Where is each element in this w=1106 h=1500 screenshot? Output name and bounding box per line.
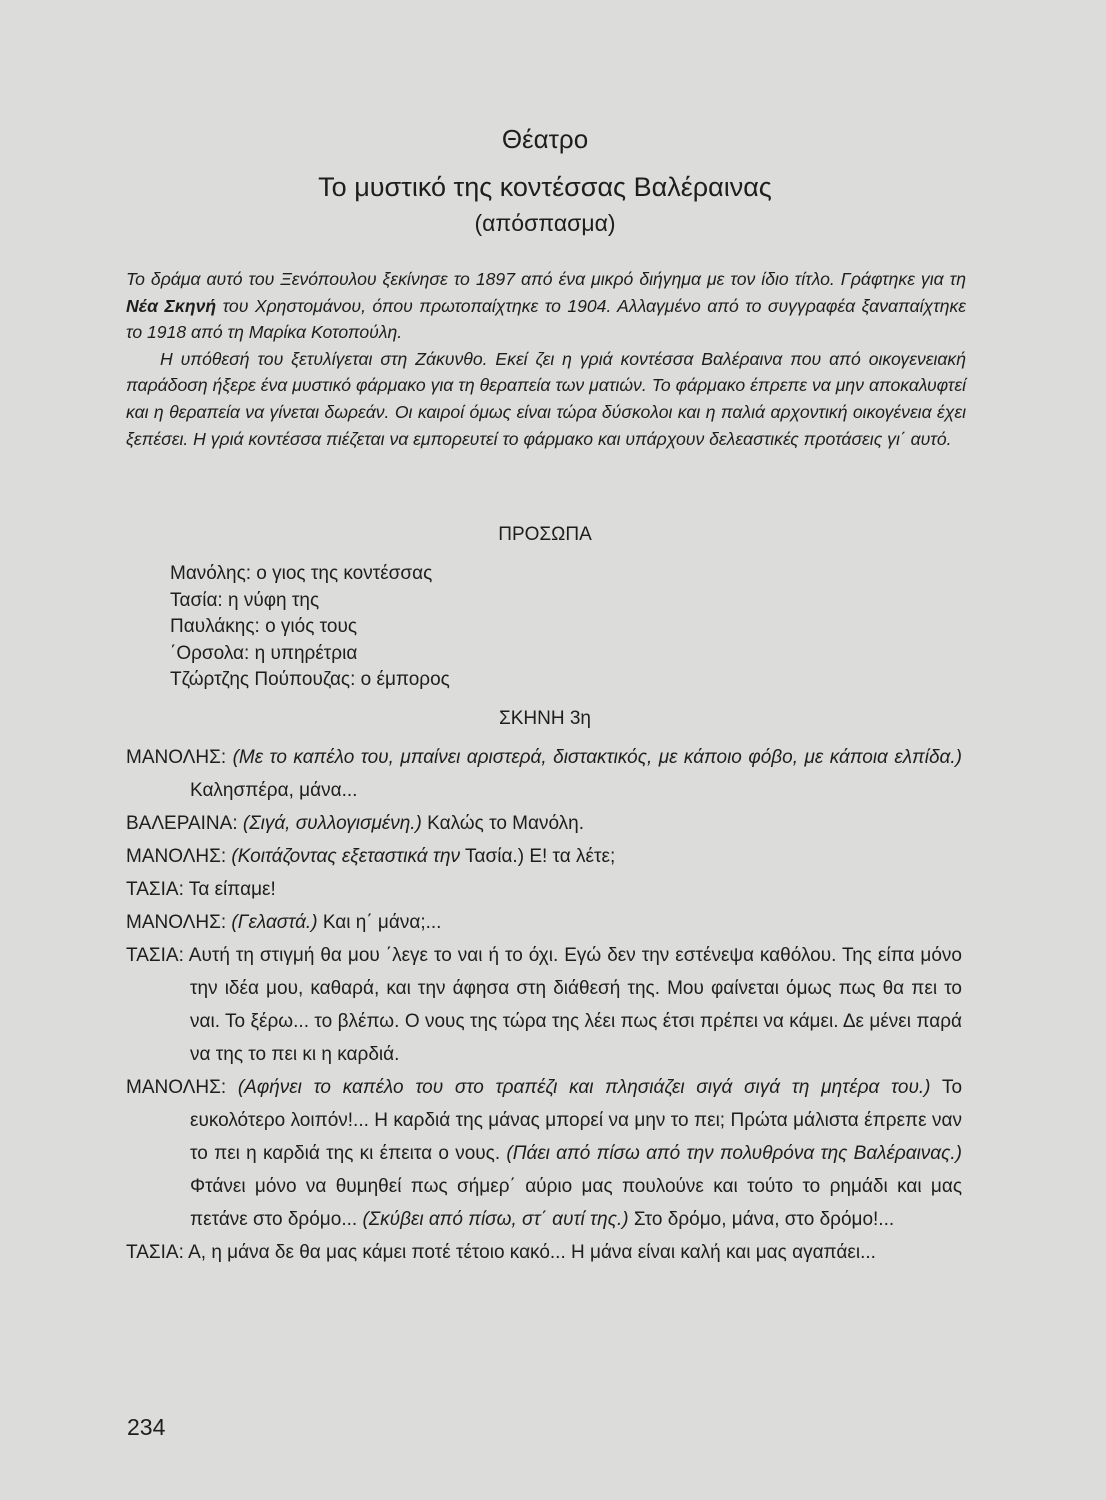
dialogue-line xyxy=(126,906,962,939)
dialogue-line xyxy=(126,840,962,873)
page-number: 234 xyxy=(127,1414,166,1440)
intro-text xyxy=(126,266,966,452)
stage-direction: (Κοιτάζοντας εξεταστικά την xyxy=(231,846,461,867)
intro-p1-part-a: Το δράμα αυτό του Ξενόπουλου ξεκίνησε το 1897 από ένα μικρό διήγημα με τον ίδιο τίτλο. Γράφτηκε για τη xyxy=(126,269,966,289)
speaker-name: ΜΑΝΟΛΗΣ: xyxy=(126,747,227,768)
play-subtitle: (απόσπασμα) xyxy=(474,210,616,236)
dialogue-text: Καλησπέρα, μάνα... xyxy=(190,780,358,801)
section-title: Θέατρο xyxy=(501,124,589,154)
stage-direction: (Με το καπέλο του, μπαίνει αριστερά, διστακτικός, με κάποιο φόβο, με κάποια ελπίδα.) xyxy=(232,747,963,768)
cast-member: Τασία: η νύφη της xyxy=(170,589,320,611)
stage-direction: (Σκύβει από πίσω, στ΄ αυτί της.) xyxy=(362,1209,629,1230)
dialogue-line xyxy=(126,1071,962,1236)
stage-direction: (Γελαστά.) xyxy=(231,912,318,933)
cast-member: Παυλάκης: ο γιός τους xyxy=(170,616,357,637)
speaker-name: ΒΑΛΕΡΑΙΝΑ: xyxy=(126,813,238,834)
speaker-name: ΤΑΣΙΑ: xyxy=(126,945,184,966)
dialogue-text: Καλώς το Μανόλη. xyxy=(427,813,585,834)
dialogue-line xyxy=(126,807,962,840)
stage-direction: (Αφήνει το καπέλο του στο τραπέζι και πλησιάζει σιγά σιγά τη μητέρα του.) xyxy=(237,1077,931,1098)
cast-list xyxy=(170,561,450,694)
dialogue-line xyxy=(126,741,962,807)
cast-member: ΄Ορσολα: η υπηρέτρια xyxy=(170,642,358,664)
dialogue-line xyxy=(126,939,962,1071)
intro-paragraph-1 xyxy=(126,266,966,346)
cast-member: Μανόλης: ο γιος της κοντέσσας xyxy=(170,563,433,584)
intro-p1-theatre-name: Νέα Σκηνή xyxy=(126,295,217,316)
stage-direction: (Πάει από πίσω από την πολυθρόνα της Βαλέραινας.) xyxy=(506,1143,962,1164)
dialogue-text: Αυτή τη στιγμή θα μου ΄λεγε το ναι ή το όχι. Εγώ δεν την εστένεψα καθόλου. Της είπα μόνο την ιδέα μου, καθαρά, και την άφησα στη διάθεσή της. Μου φαίνεται όμως πως θα πει το ναι. Το ξέρω... το βλέπω. Ο νους της τώρα της λέει πως έτσι πρέπει να κάμει. Δε μένει παρά να της το πει κι η καρδιά. xyxy=(188,945,962,1065)
speaker-name: ΜΑΝΟΛΗΣ: xyxy=(126,912,227,933)
dialogue-text: Τασία.) Ε! τα λέτε; xyxy=(465,846,616,867)
play-title: Το μυστικό της κοντέσσας Βαλέραινας xyxy=(318,172,772,202)
stage-direction: (Σιγά, συλλογισμένη.) xyxy=(242,813,422,834)
speaker-name: ΤΑΣΙΑ: xyxy=(126,1242,184,1263)
dialogue-text: Και η΄ μάνα;... xyxy=(322,912,442,933)
cast-member: Τζώρτζης Πούπουζας: ο έμπορος xyxy=(170,669,450,690)
cast-heading: ΠΡΟΣΩΠΑ xyxy=(498,524,592,545)
dialogue-text: Φτάνει μόνο να θυμηθεί πως σήμερ΄ αύριο μας πουλούνε και τούτο το ρημάδι και μας πετάνε στο δρόμο... xyxy=(190,1176,962,1230)
intro-paragraph-2: Η υπόθεσή του ξετυλίγεται στη Ζάκυνθο. Εκεί ζει η γριά κοντέσσα Βαλέραινα που από οικογενειακή παράδοση ήξερε ένα μυστικό φάρμακο για τη θεραπεία των ματιών. Το φάρμακο έπρεπε να μην αποκαλυφτεί και η θεραπεία να γίνεται δωρεάν. Οι καιροί όμως είναι τώρα δύσκολοι και η παλιά αρχοντική οικογένεια έχει ξεπέσει. Η γριά κοντέσσα πιέζεται να εμπορευτεί το φάρμακο και υπάρχουν δελεαστικές προτάσεις γι΄ αυτό. xyxy=(126,348,966,449)
speaker-name: ΤΑΣΙΑ: xyxy=(126,879,184,900)
scene-heading: ΣΚΗΝΗ 3η xyxy=(499,708,591,729)
dialogue-text: Το ευκολότερο λοιπόν!... Η καρδιά της μάνας μπορεί να μην το πει; Πρώτα μάλιστα έπρεπε ναν το πει η καρδιά της κι έπειτα ο νους. xyxy=(190,1077,963,1164)
speaker-name: ΜΑΝΟΛΗΣ: xyxy=(126,1077,227,1098)
dialogue-text: Στο δρόμο, μάνα, στο δρόμο!... xyxy=(633,1209,895,1230)
script-dialogue xyxy=(126,741,962,1269)
speaker-name: ΜΑΝΟΛΗΣ: xyxy=(126,846,227,867)
dialogue-line xyxy=(126,1236,962,1269)
intro-p1-part-c: του Χρηστομάνου, όπου πρωτοπαίχτηκε το 1904. Αλλαγμένο από το συγγραφέα ξαναπαίχτηκε το 1918 από τη Μαρίκα Κοτοπούλη. xyxy=(126,295,967,343)
dialogue-line xyxy=(126,873,962,906)
dialogue-text: Τα είπαμε! xyxy=(188,879,276,900)
dialogue-text: Α, η μάνα δε θα μας κάμει ποτέ τέτοιο κακό... Η μάνα είναι καλή και μας αγαπάει... xyxy=(188,1242,876,1263)
